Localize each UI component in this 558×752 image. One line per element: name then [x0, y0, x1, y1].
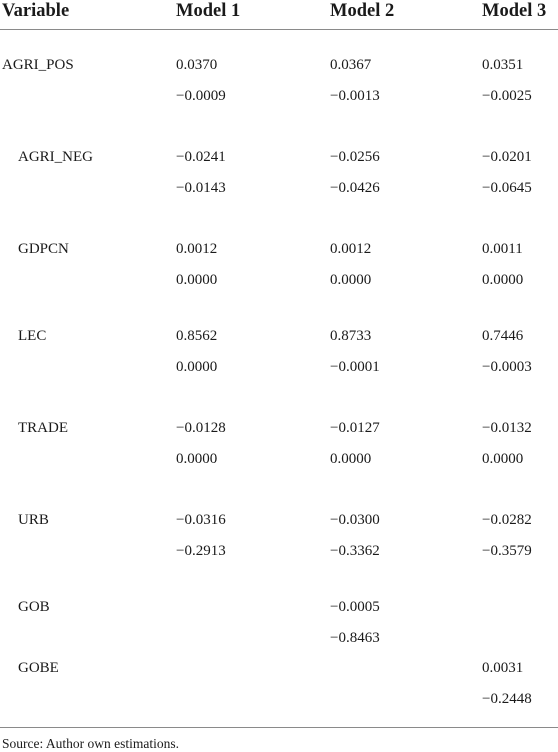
row-variable-label: LEC — [18, 328, 47, 344]
model3-value-p: −0.0003 — [482, 359, 532, 375]
model2-value-p: −0.8463 — [330, 630, 380, 646]
model3-value-coef: −0.0201 — [482, 149, 532, 165]
model1-value-coef: −0.0241 — [176, 149, 226, 165]
header-model-3: Model 3 — [482, 1, 547, 21]
model1-value-p: 0.0000 — [176, 359, 218, 375]
model3-value-p: −0.2448 — [482, 691, 532, 707]
table-header — [0, 0, 558, 29]
model1-value-coef: 0.8562 — [176, 328, 218, 344]
model3-value-p: 0.0000 — [482, 451, 524, 467]
model1-value-p: −0.0009 — [176, 88, 226, 104]
model2-value-coef: −0.0127 — [330, 420, 380, 436]
model3-value-coef: 0.0351 — [482, 57, 524, 73]
header-variable: Variable — [2, 1, 70, 21]
row-variable-label: GOB — [18, 599, 50, 615]
model1-value-p: 0.0000 — [176, 272, 218, 288]
header-rule — [0, 29, 558, 30]
row-variable-label: AGRI_POS — [2, 57, 74, 73]
model2-value-p: −0.0013 — [330, 88, 380, 104]
model2-value-coef: 0.0367 — [330, 57, 372, 73]
model3-value-p: −0.0025 — [482, 88, 532, 104]
row-variable-label: TRADE — [18, 420, 68, 436]
row-variable-label: GDPCN — [18, 241, 69, 257]
footer-rule — [0, 727, 558, 728]
model1-value-p: 0.0000 — [176, 451, 218, 467]
model2-value-p: −0.3362 — [330, 543, 380, 559]
model3-value-p: −0.0645 — [482, 180, 532, 196]
model2-value-coef: −0.0005 — [330, 599, 380, 615]
row-variable-label: GOBE — [18, 660, 59, 676]
model3-value-coef: 0.7446 — [482, 328, 524, 344]
model1-value-coef: −0.0128 — [176, 420, 226, 436]
row-variable-label: URB — [18, 512, 49, 528]
model2-value-p: −0.0001 — [330, 359, 380, 375]
header-model-2: Model 2 — [330, 1, 395, 21]
model3-value-p: 0.0000 — [482, 272, 524, 288]
row-variable-label: AGRI_NEG — [18, 149, 93, 165]
model1-value-p: −0.2913 — [176, 543, 226, 559]
header-model-1: Model 1 — [176, 1, 241, 21]
model2-value-coef: 0.8733 — [330, 328, 372, 344]
model3-value-coef: −0.0282 — [482, 512, 532, 528]
model1-value-coef: 0.0370 — [176, 57, 218, 73]
model3-value-coef: −0.0132 — [482, 420, 532, 436]
model2-value-p: 0.0000 — [330, 272, 372, 288]
model2-value-p: 0.0000 — [330, 451, 372, 467]
model3-value-p: −0.3579 — [482, 543, 532, 559]
model2-value-coef: −0.0256 — [330, 149, 380, 165]
model3-value-coef: 0.0031 — [482, 660, 524, 676]
model2-value-coef: −0.0300 — [330, 512, 380, 528]
model2-value-coef: 0.0012 — [330, 241, 372, 257]
model1-value-coef: −0.0316 — [176, 512, 226, 528]
model1-value-coef: 0.0012 — [176, 241, 218, 257]
model2-value-p: −0.0426 — [330, 180, 380, 196]
model3-value-coef: 0.0011 — [482, 241, 523, 257]
source-note: Source: Author own estimations. — [2, 736, 179, 751]
model1-value-p: −0.0143 — [176, 180, 226, 196]
